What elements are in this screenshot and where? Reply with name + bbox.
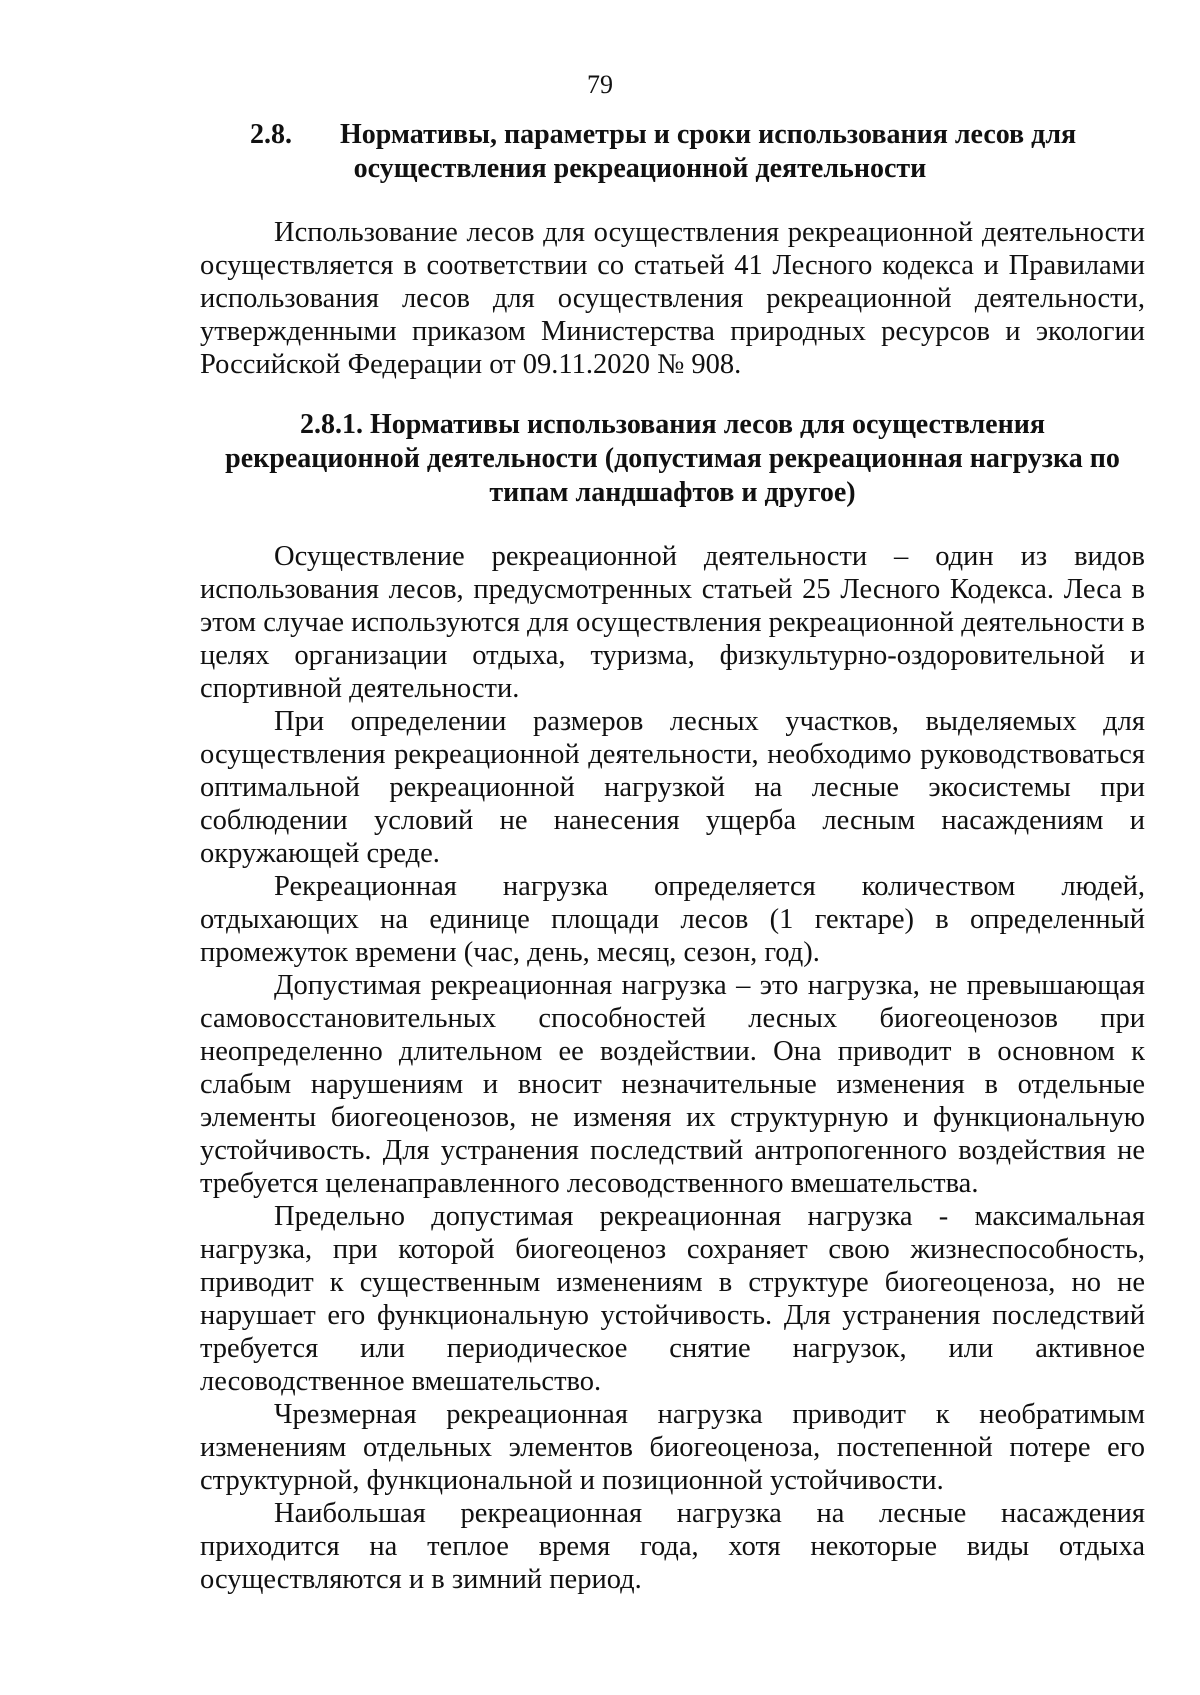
paragraph: Предельно допустимая рекреационная нагрузка - максимальная нагрузка, при которой биогеоценоз сохраняет свою жизнеспособность, приводит к существенным изменениям в структуре биогеоценоза, но не нарушает его функциональную устойчивость. Для устранения последствий требуется или периодическое снятие нагрузок, или активное лесоводственное вмешательство.: [200, 1201, 1145, 1397]
section-number: 2.8.: [250, 119, 292, 150]
paragraph: Наибольшая рекреационная нагрузка на лесные насаждения приходится на теплое время года, хотя некоторые виды отдыха осуществляются и в зимний период.: [200, 1498, 1145, 1595]
page-number: 79: [587, 70, 613, 99]
paragraph: Рекреационная нагрузка определяется количеством людей, отдыхающих на единице площади лесов (1 гектаре) в определенный промежуток времени (час, день, месяц, сезон, год).: [200, 871, 1145, 968]
paragraph: Чрезмерная рекреационная нагрузка приводит к необратимым изменениям отдельных элементов биогеоценоза, постепенной потере его структурной, функциональной и позиционной устойчивости.: [200, 1399, 1145, 1496]
subsection-heading-2-8-1: 2.8.1. Нормативы использования лесов для осуществления рекреационной деятельности (допустимая рекреационная нагрузка по типам ландшафтов и другое): [225, 409, 1120, 508]
section-title-line-1: Нормативы, параметры и сроки использования лесов для: [340, 119, 1077, 150]
section-heading-2-8: [250, 118, 1100, 186]
paragraph: Допустимая рекреационная нагрузка – это нагрузка, не превышающая самовосстановительных способностей лесных биогеоценозов при неопределенно длительном ее воздействии. Она приводит в основном к слабым нарушениям и вносит незначительные изменения в отдельные элементы биогеоценозов, не изменяя их структурную и функциональную устойчивость. Для устранения последствий антропогенного воздействия не требуется целенаправленного лесоводственного вмешательства.: [200, 970, 1145, 1199]
paragraph: Использование лесов для осуществления рекреационной деятельности осуществляется в соответствии со статьей 41 Лесного кодекса и Правилами использования лесов для осуществления рекреационной деятельности, утвержденными приказом Министерства природных ресурсов и экологии Российской Федерации от 09.11.2020 № 908.: [200, 217, 1145, 380]
paragraph: Осуществление рекреационной деятельности – один из видов использования лесов, предусмотренных статьей 25 Лесного Кодекса. Леса в этом случае используются для осуществления рекреационной деятельности в целях организации отдыха, туризма, физкультурно-оздоровительной и спортивной деятельности.: [200, 541, 1145, 704]
section-title-line-2: осуществления рекреационной деятельности: [353, 153, 927, 184]
section-body: [200, 216, 1145, 381]
paragraph: При определении размеров лесных участков, выделяемых для осуществления рекреационной деятельности, необходимо руководствоваться оптимальной рекреационной нагрузкой на лесные экосистемы при соблюдении условий не нанесения ущерба лесным насаждениям и окружающей среде.: [200, 706, 1145, 869]
subsection-body: [200, 540, 1145, 1596]
